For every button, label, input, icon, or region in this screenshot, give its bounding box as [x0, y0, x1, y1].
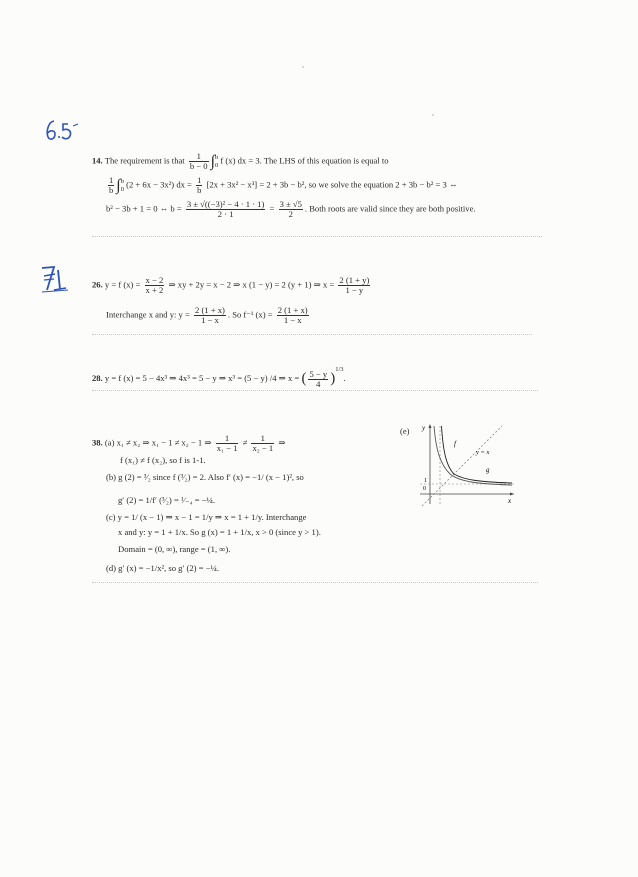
label-f: f [454, 440, 456, 448]
problem-38-part-a-line-1: 38. (a) x₁ ≠ x₂ ⇒ x₁ − 1 ≠ x₂ − 1 ⇒ $\frac{1}{\text{x₁ − 1}}$ ≠ $\frac{1}{\text{x₂ − 1}}$ ⇒ [92, 433, 286, 453]
handwritten-score-7-1 [38, 262, 72, 296]
problem-26-line-2: Interchange x and y: y = $\frac{2 (1 + x)}{1 - x}$ . So f⁻¹ (x) = $\frac{2 (1 + x)}{1 - x}$ [106, 305, 308, 325]
problem-38-part-a-line-2: f (x₁) ≠ f (x₂), so f is 1-1. [120, 455, 206, 465]
curve-g [434, 426, 512, 485]
problem-number: 28. [92, 373, 103, 383]
scan-speck [432, 114, 434, 116]
label-y: y [422, 424, 426, 432]
problem-38-part-c-line-2: x and y: y = 1 + 1/x. So g (x) = 1 + 1/x, x > 0 (since y > 1). [118, 527, 321, 537]
label-zero: 0 [423, 486, 426, 492]
divider [92, 390, 538, 391]
problem-14-line-3: b² − 3b + 1 = 0 ⇔ b = $\frac{\text{3 ± √((−3)² − 4 · 1 · 1)}}{2 \cdot 1}$ = $\frac{3 \pm √5}{2}$ . Both roots are valid since they are both positive. [106, 199, 476, 219]
label-y-equals-x: y = x [476, 449, 490, 456]
divider [92, 236, 542, 237]
problem-number: 14. [92, 155, 103, 166]
problem-14-line-2: $\frac{1}{b}$ ∫ b 0 (2 + 6x − 3x²) dx = $\frac{1}{b}$ [2x + 3x² − x³] = 2 + 3b − b², so we solve the equation 2 + 3b − b² = 3 ⇔ [109, 175, 458, 195]
problem-38-part-b-line-2: g′ (2) = 1/f′ (³⁄₂) = ¹⁄₋₄ = −¼. [118, 495, 216, 505]
problem-38-part-c-line-1: (c) y = 1/ (x − 1) ⇒ x − 1 = 1/y ⇒ x = 1 + 1/y. Interchange [106, 512, 307, 522]
problem-number: 38. [92, 437, 103, 448]
problem-38-part-b-line-1: (b) g (2) = ³⁄₂ since f (³⁄₂) = 2. Also f′ (x) = −1/ (x − 1)², so [106, 472, 304, 482]
fraction: $\frac{1}{b - 0}$ [189, 151, 208, 171]
label-g: g [486, 466, 490, 474]
label-one: 1 [424, 478, 427, 484]
divider [92, 582, 538, 583]
label-x: x [508, 497, 512, 505]
problem-38-part-d-line-1: (d) g′ (x) = −1/x², so g′ (2) = −¼. [106, 563, 220, 573]
problem-28-line-1: 28. y = f (x) = 5 − 4x³ ⇒ 4x³ = 5 − y ⇒ x³ = (5 − y) /4 ⇒ x = ( $\frac{5 - y}{4}$ )$^{1/3}$. [92, 366, 346, 389]
part-e-label: (e) [400, 426, 410, 436]
problem-number: 26. [92, 279, 103, 290]
problem-26-line-1: 26. y = f (x) = $\frac{x - 2}{x + 2}$ ⇒ xy + 2y = x − 2 ⇒ x (1 − y) = 2 (y + 1) ⇒ x = $\frac{2 (1 + y)}{1 - y}$ [92, 275, 370, 295]
problem-38-part-c-line-3: Domain = (0, ∞), range = (1, ∞). [118, 544, 231, 554]
problem-14-line-1: 14. The requirement is that $\frac{1}{b - 0}$ ∫ b 0 f (x) dx = 3. The LHS of this equation is equal to [92, 151, 389, 171]
scan-speck [302, 66, 304, 68]
divider [92, 334, 532, 335]
inverse-function-graph [418, 420, 518, 510]
handwritten-score-6-5 [40, 116, 80, 144]
